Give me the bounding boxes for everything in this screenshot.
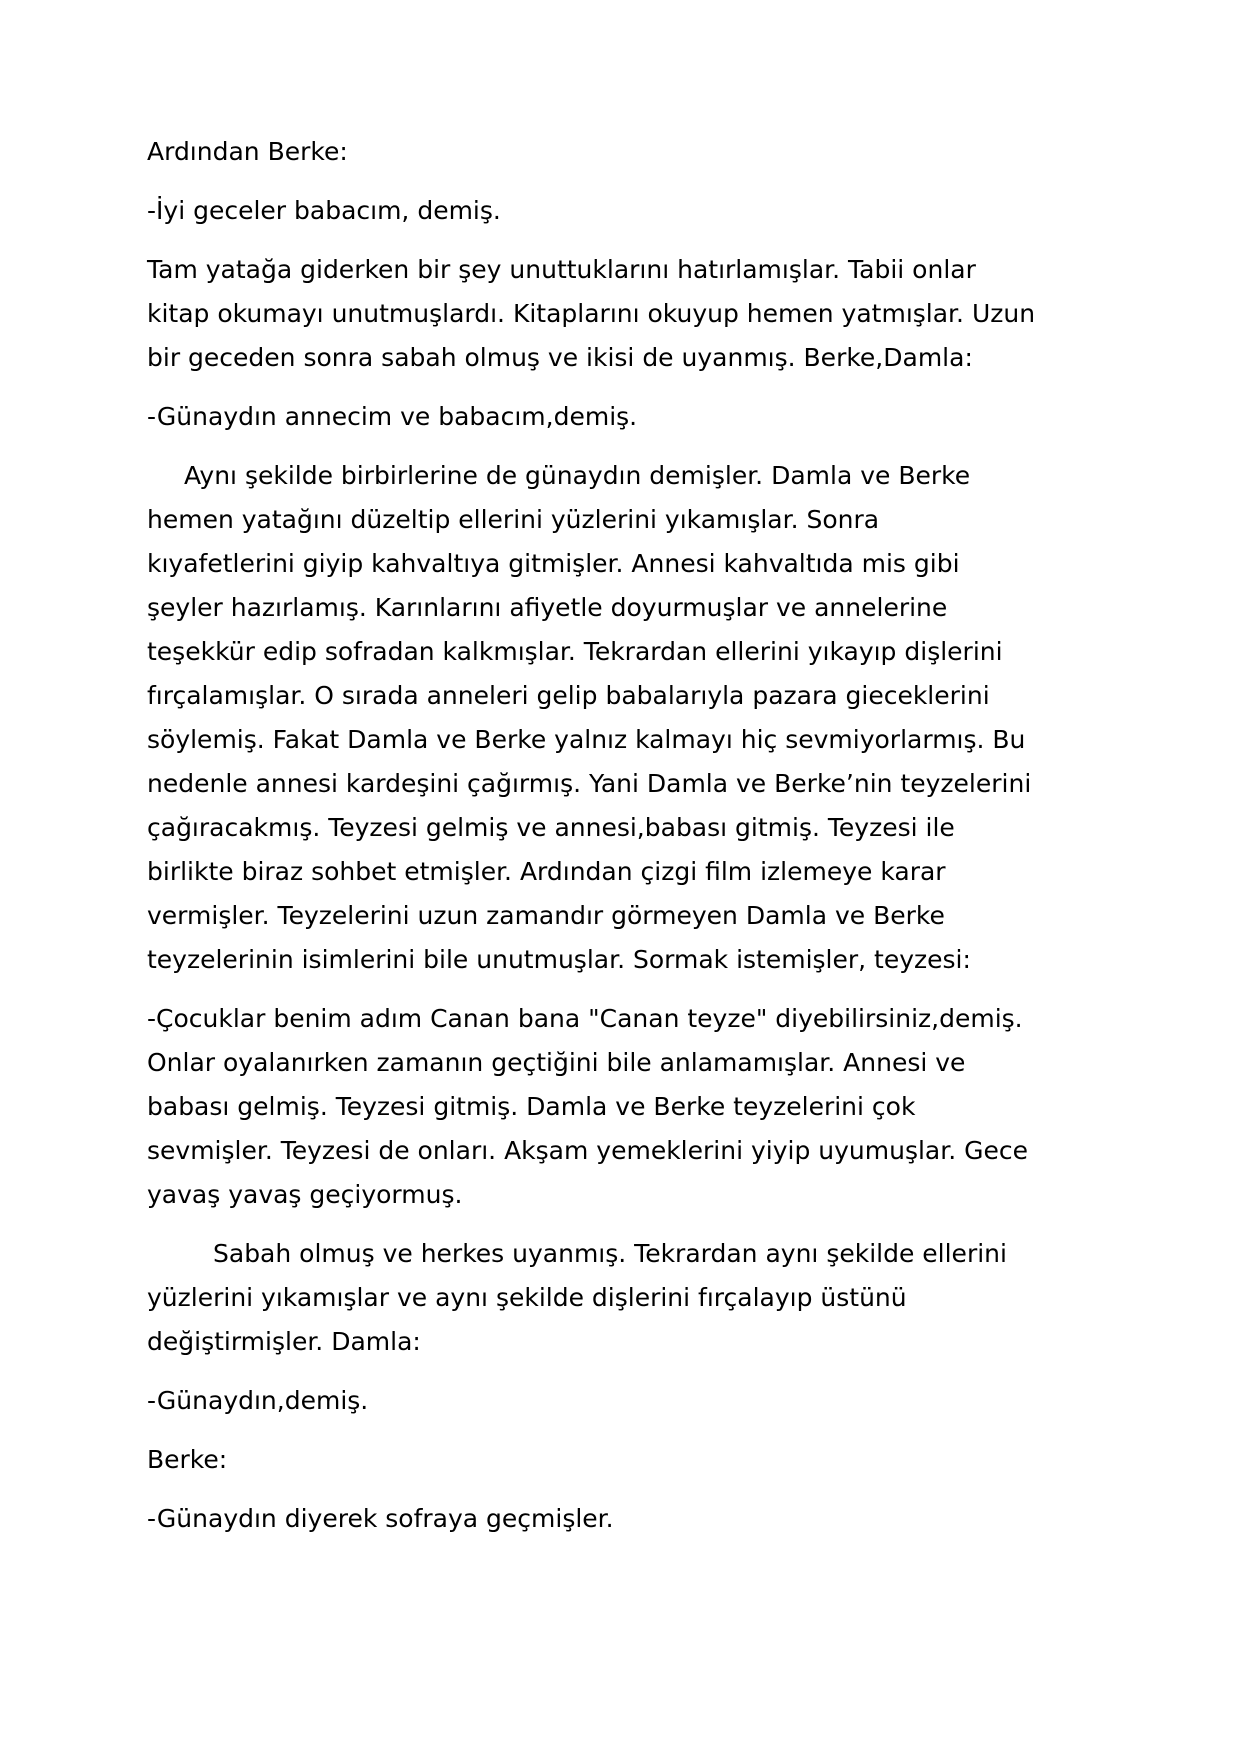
text-line: hemen yatağını düzeltip ellerini yüzlerini yıkamışlar. Sonra (147, 505, 880, 534)
text-line: kitap okumayı unutmuşlardı. Kitaplarını okuyup hemen yatmışlar. Uzun (147, 299, 1036, 328)
text-line: teyzelerinin isimlerini bile unutmuşlar. Sormak istemişler, teyzesi: (147, 945, 971, 974)
paragraph (147, 1497, 1202, 1541)
paragraph (147, 1379, 1202, 1423)
text-line: şeyler hazırlamış. Karınlarını afiyetle doyurmuşlar ve annelerine (147, 593, 948, 622)
paragraph (147, 248, 1202, 380)
text-line: Sabah olmuş ve herkes uyanmış. Tekrardan aynı şekilde ellerini (213, 1239, 1007, 1268)
text-line: sevmişler. Teyzesi de onları. Akşam yemeklerini yiyip uyumuşlar. Gece (147, 1136, 1028, 1165)
text-line: -Günaydın annecim ve babacım,demiş. (147, 402, 638, 431)
text-line: -İyi geceler babacım, demiş. (147, 196, 501, 225)
paragraph (147, 189, 1202, 233)
text-line: söylemiş. Fakat Damla ve Berke yalnız kalmayı hiç sevmiyorlarmış. Bu (147, 725, 1026, 754)
document-body (147, 130, 1202, 1541)
text-line: -Çocuklar benim adım Canan bana "Canan teyze" diyebilirsiniz,demiş. (147, 1004, 1023, 1033)
text-line: yavaş yavaş geçiyormuş. (147, 1180, 463, 1209)
text-line: Onlar oyalanırken zamanın geçtiğini bile anlamamışlar. Annesi ve (147, 1048, 966, 1077)
text-line: Ardından Berke: (147, 137, 348, 166)
text-line: kıyafetlerini giyip kahvaltıya gitmişler. Annesi kahvaltıda mis gibi (147, 549, 960, 578)
paragraph (147, 395, 1202, 439)
text-line: -Günaydın diyerek sofraya geçmişler. (147, 1504, 614, 1533)
text-line: Aynı şekilde birbirlerine de günaydın demişler. Damla ve Berke (184, 461, 971, 490)
text-line: teşekkür edip sofradan kalkmışlar. Tekrardan ellerini yıkayıp dişlerini (147, 637, 1003, 666)
paragraph (147, 1438, 1202, 1482)
text-line: babası gelmiş. Teyzesi gitmiş. Damla ve Berke teyzelerini çok (147, 1092, 916, 1121)
text-line: bir geceden sonra sabah olmuş ve ikisi de uyanmış. Berke,Damla: (147, 343, 973, 372)
text-line: Berke: (147, 1445, 228, 1474)
text-line: -Günaydın,demiş. (147, 1386, 369, 1415)
text-line: birlikte biraz sohbet etmişler. Ardından çizgi film izlemeye karar (147, 857, 946, 886)
paragraph (147, 130, 1202, 174)
paragraph (147, 997, 1202, 1217)
text-line: nedenle annesi kardeşini çağırmış. Yani Damla ve Berke’nin teyzelerini (147, 769, 1032, 798)
text-line: değiştirmişler. Damla: (147, 1327, 421, 1356)
text-line: Tam yatağa giderken bir şey unuttuklarını hatırlamışlar. Tabii onlar (147, 255, 976, 284)
paragraph (147, 1232, 1202, 1364)
text-line: yüzlerini yıkamışlar ve aynı şekilde dişlerini fırçalayıp üstünü (147, 1283, 907, 1312)
text-line: çağıracakmış. Teyzesi gelmiş ve annesi,babası gitmiş. Teyzesi ile (147, 813, 955, 842)
text-line: vermişler. Teyzelerini uzun zamandır görmeyen Damla ve Berke (147, 901, 945, 930)
text-line: fırçalamışlar. O sırada anneleri gelip babalarıyla pazara gieceklerini (147, 681, 990, 710)
paragraph (147, 454, 1202, 982)
